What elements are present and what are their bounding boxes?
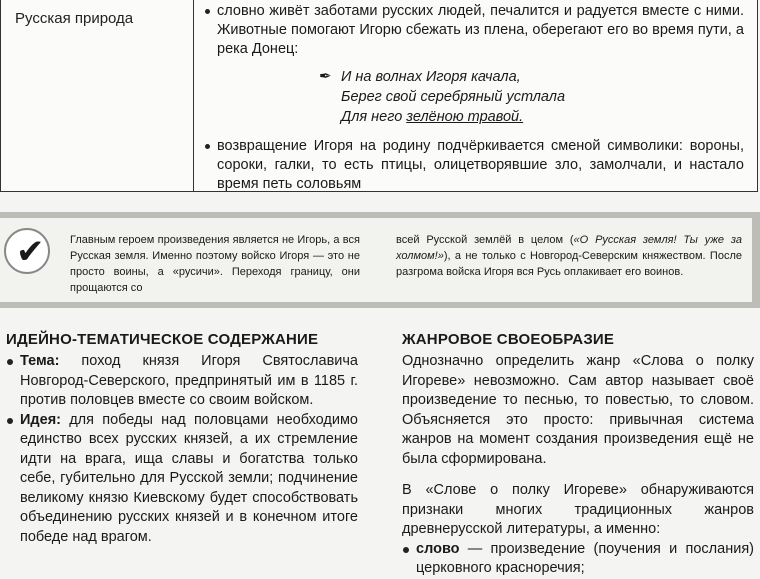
right-column: [402, 352, 754, 579]
idea-item: [6, 411, 358, 548]
table-row: [0, 0, 758, 192]
pen-icon: ✒: [319, 68, 332, 85]
genre-paragraph-2: В «Слове о полку Игореве» обнаруживаются признаки многих традиционных жанров древнерусской литературы, а именно:: [402, 482, 754, 537]
idea-text: для победы над половцами необходимо единство всех русских князей, а их стремление идти на врага, ища славы и богатства только себе, губительно для Русской земли; подчинение великому князю Киевскому будет способствовать объединению русских князей и в конечном итоге победе над врагом.: [20, 411, 358, 545]
table-bullet-1: словно живёт заботами русских людей, печалится и радуется вместе с ними. Животные помогают Игорю сбежать из плена, оберегают его во время пути, а река Донец:: [205, 2, 744, 59]
note-right-pre: всей Русской землёй в целом (: [396, 234, 574, 246]
note-box: [0, 212, 760, 308]
section-title-genre: ЖАНРОВОЕ СВОЕОБРАЗИЕ: [402, 331, 615, 348]
row-label: Русская природа: [1, 0, 194, 191]
note-left-text: Главным героем произведения является не Игорь, а вся Русская земля. Именно поэтому войско Игоря — это не просто воины, а «русичи». Переходя границу, они прощаются со: [70, 234, 360, 294]
section-title-themes: ИДЕЙНО-ТЕМАТИЧЕСКОЕ СОДЕРЖАНИЕ: [6, 331, 319, 348]
genre-paragraph-1: Однозначно определить жанр «Слова о полку Игореве» невозможно. Сам автор называет своё произведение то песнью, то повестью, то словом. Объясняется это просто: привычная система жанров на момент создания произведения ещё не была сформирована.: [402, 353, 754, 467]
note-right-post: ), а не только с Новгород-Северским княжеством. После разгрома войска Игоря вся Русь оплакивает его воинов.: [396, 250, 742, 278]
theme-text: поход князя Игоря Святославича Новгород-Северского, предпринятый им в 1185 г. против половцев вместе со своим войском.: [20, 353, 358, 408]
theme-item: [6, 352, 358, 411]
poem-line-3-hl: зелёною травой.: [406, 109, 524, 125]
note-right-quote: «О Русская земля! Ты уже за холмом!»: [396, 234, 742, 262]
genre-bullet-1-text: — произведение (поучения и послания) церковного красноречия;: [416, 540, 754, 576]
genre-bullet-1: [402, 540, 754, 579]
poem-line-1: И на волнах Игоря качала,: [341, 69, 521, 85]
genre-bullet-1-label: слово: [416, 540, 460, 557]
poem-quote: [319, 67, 744, 127]
poem-line-3: [341, 107, 744, 127]
poem-line-2: Берег свой серебряный устлала: [341, 89, 566, 105]
note-right-text: [396, 232, 742, 280]
note-inner: [0, 218, 752, 302]
row-content: [195, 0, 758, 191]
theme-label: Тема:: [20, 353, 60, 369]
checkmark-icon: ✔: [4, 228, 50, 274]
left-column: [6, 352, 358, 547]
table-bullet-2: возвращение Игоря на родину подчёркивается сменой символики: вороны, сороки, галки, то есть птицы, олицетворявшие зло, замолчали, и настало время петь соловьям: [205, 137, 744, 194]
poem-line-3-pre: Для него: [341, 109, 407, 125]
idea-label: Идея:: [20, 411, 61, 428]
